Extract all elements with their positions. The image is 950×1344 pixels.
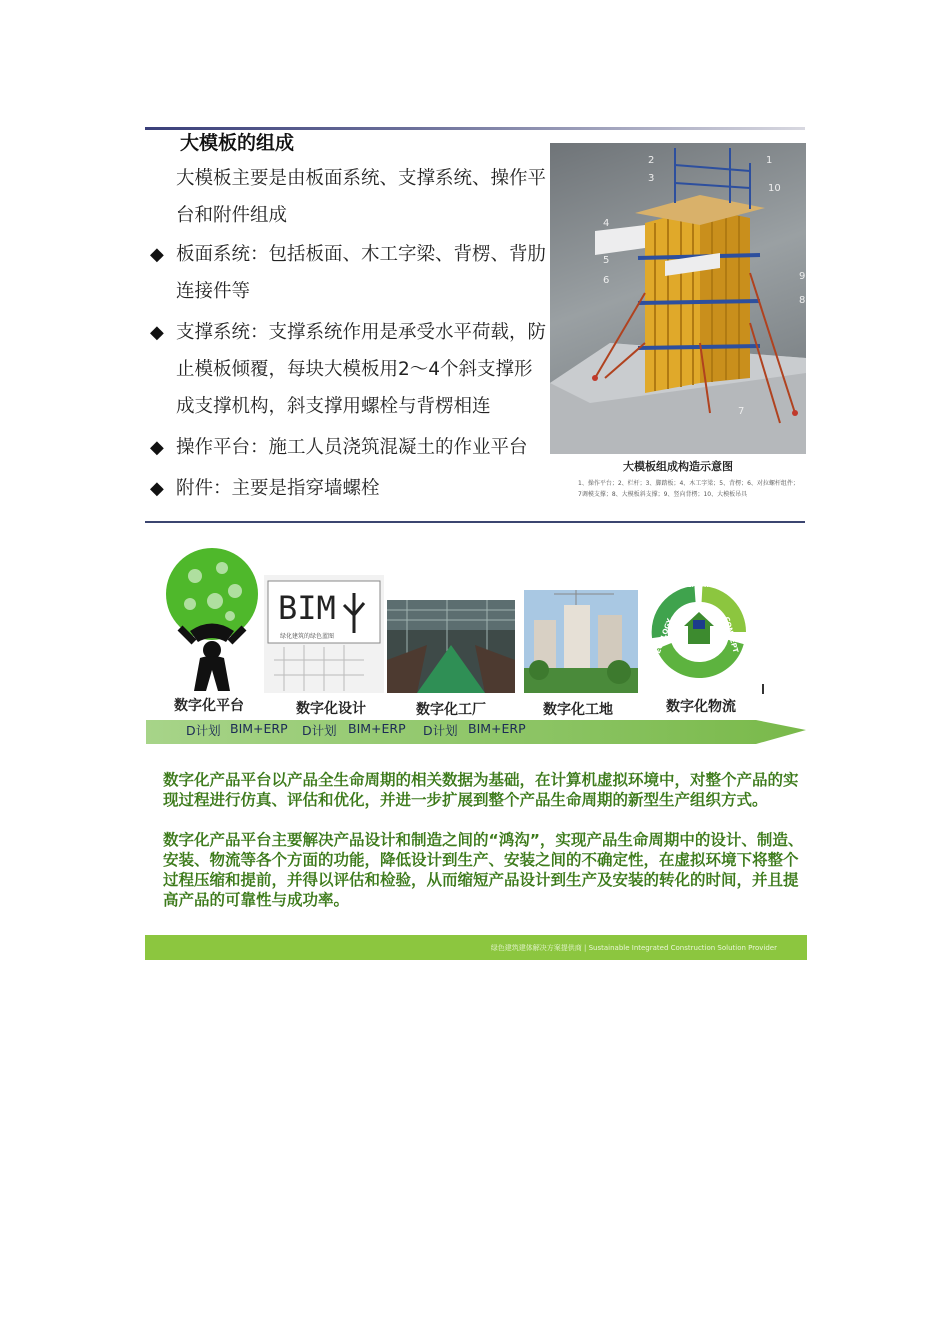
intro-text: 大模板主要是由板面系统、支撑系统、操作平台和附件组成	[176, 168, 547, 226]
figure-caption: 大模板组成构造示意图	[623, 460, 733, 473]
figure-legend: 1、操作平台；2、栏杆；3、脚踏板；4、木工字梁；5、背楞；6、对拉螺杆组件；	[578, 480, 799, 487]
plan-label: D计划	[423, 723, 458, 738]
diamond-bullet-icon: ◆	[150, 478, 164, 499]
bim-logo	[264, 575, 384, 693]
callout-label: 4	[603, 218, 610, 229]
bullet-item	[150, 470, 550, 507]
plan-label: BIM+ERP	[230, 721, 288, 736]
plan-label: BIM+ERP	[468, 721, 526, 736]
description-paragraph: 数字化产品平台主要解决产品设计和制造之间的“鸿沟”，实现产品生命周期中的设计、制造、安装、物流等各个方面的功能，降低设计到生产、安装之间的不确定性，在虚拟环境下将整个过程压缩和提前，并得以评估和检验，从而缩短产品设计到生产及安装的转化的时间，并且提高产品的可靠性与成功率。	[163, 831, 804, 909]
diamond-bullet-icon: ◆	[150, 437, 164, 458]
bullet-item	[150, 236, 550, 310]
callout-label: 5	[603, 255, 610, 266]
callout-label: 6	[603, 275, 610, 286]
divider-tick	[762, 684, 764, 694]
footer-bar	[145, 935, 807, 960]
bullet-item	[150, 429, 550, 466]
callout-label: 9	[799, 271, 806, 282]
bullet-text: 板面系统：包括板面、木工字梁、背楞、背肋连接件等	[176, 244, 547, 302]
factory-photo	[387, 600, 515, 693]
plan-label: D计划	[186, 723, 221, 738]
callout-label: 3	[648, 173, 655, 184]
callout-label: 10	[768, 183, 781, 194]
bullet-list	[150, 236, 550, 511]
bullet-item	[150, 314, 550, 425]
callout-label: 8	[799, 295, 806, 306]
ecology-cycle-icon	[640, 582, 758, 682]
tile-caption: 数字化工厂	[416, 702, 486, 718]
bullet-text: 操作平台：施工人员浇筑混凝土的作业平台	[176, 437, 528, 458]
ring-word: ECOLOGY	[654, 617, 675, 655]
plan-label: BIM+ERP	[348, 721, 406, 736]
description-paragraph: 数字化产品平台以产品全生命周期的相关数据为基础，在计算机虚拟环境中，对整个产品的实现过程进行仿真、评估和优化，并进一步扩展到整个产品生命周期的新型生产组织方式。	[163, 771, 799, 809]
figure-legend: 7调模支撑；8、大模板斜支撑；9、竖向背楞；10、大模板吊具	[578, 491, 748, 498]
footer-text: 绿色建筑建体解决方案提供商 | Sustainable Integrated Construction Solution Provider	[490, 944, 777, 952]
section-divider	[145, 521, 805, 523]
callout-label: 7	[738, 406, 745, 417]
ring-word: CONCEPT	[722, 616, 740, 654]
tile-caption: 数字化设计	[296, 701, 366, 717]
bim-logo-text: BIM	[278, 589, 336, 627]
ring-word: ALTERNATIVE	[676, 582, 721, 589]
diamond-bullet-icon: ◆	[150, 322, 164, 343]
tile-caption: 数字化平台	[174, 698, 244, 714]
formwork-diagram-image	[550, 143, 806, 454]
tile-caption: 数字化工地	[543, 702, 613, 718]
bullet-text: 支撑系统：支撑系统作用是承受水平荷载，防止模板倾覆，每块大模板用2～4个斜支撑形成支撑机构，斜支撑用螺栓与背楞相连	[176, 322, 547, 417]
diamond-bullet-icon: ◆	[150, 244, 164, 265]
tile-caption: 数字化物流	[666, 699, 736, 715]
bim-logo-subtitle: 绿化建筑的绿色蓝图	[280, 633, 335, 640]
tree-person-icon	[160, 546, 264, 694]
callout-label: 2	[648, 155, 655, 166]
construction-site-photo	[524, 590, 638, 693]
plan-label: D计划	[302, 723, 337, 738]
callout-label: 1	[766, 155, 773, 166]
slide-title: 大模板的组成	[180, 132, 295, 154]
bullet-text: 附件：主要是指穿墙螺栓	[176, 478, 380, 499]
